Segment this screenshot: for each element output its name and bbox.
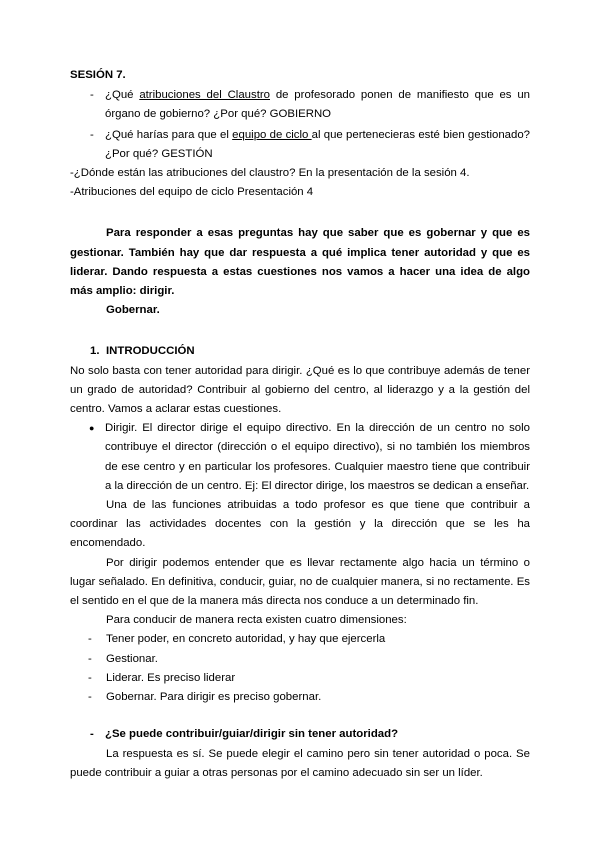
question-item (70, 126, 530, 164)
dash-marker: - (88, 652, 92, 665)
link-equipo-ciclo[interactable]: equipo de ciclo (232, 128, 312, 141)
document-page (70, 66, 530, 783)
dimension-item: - Gobernar. Para dirigir es preciso gobernar. (70, 688, 530, 707)
answer-paragraph: La respuesta es sí. Se puede elegir el camino pero sin tener autoridad o poca. Se puede contribuir a guiar a otras personas por el camino adecuado sin ser un líder. (70, 747, 530, 779)
question-text: ¿Qué harías para que el equipo de ciclo al que pertenecieras esté bien gestionado? ¿Por qué? GESTIÓN (105, 128, 530, 160)
dash-marker: - (88, 671, 92, 684)
bullet-text: Dirigir. El director dirige el equipo directivo. En la dirección de un centro no solo contribuye el director (dirección o el equipo directivo), si no también los miembros de ese centro y en particular los profesores. Cualquier maestro tiene que contribuir a la dirección de un centro. Ej: El director dirige, los maestros se dedican a enseñar. (105, 422, 530, 492)
bullet-marker: ● (89, 423, 95, 434)
link-atribuciones[interactable]: atribuciones del Claustro (139, 89, 270, 102)
question-item (70, 86, 530, 124)
session-title: SESIÓN 7. (70, 69, 126, 81)
intro-bold-paragraph: Para responder a esas preguntas hay que saber que es gobernar y que es gestionar. También hay que dar respuesta a qué implica tener autoridad y que es liderar. Dando respuesta a estas cuestiones nos vamos a hacer una idea de algo más amplio: dirigir. (70, 227, 530, 298)
dash-marker: - (90, 128, 94, 141)
intro-paragraph: No solo basta con tener autoridad para dirigir. ¿Qué es lo que contribuye además de tener un grado de autoridad? Contribuir al gobierno del centro, al liderazgo y a la gestión del centro. Vamos a aclarar estas cuestiones. (70, 364, 530, 416)
dimension-item: - Liderar. Es preciso liderar (70, 669, 530, 688)
paragraph-funciones: Una de las funciones atribuidas a todo profesor es que tiene que contribuir a coordinar las actividades docentes con la gestión y la dirección que se les ha encomendado. (70, 499, 530, 550)
paragraph-dirigir: Por dirigir podemos entender que es llevar rectamente algo hacia un término o lugar señalado. En definitiva, conducir, guiar, no de cualquier manera, si no rectamente. Es el sentido en el que de la manera más directa nos conduce a un determinado fin. (70, 556, 530, 608)
dash-marker: - (88, 633, 92, 646)
section-heading (70, 342, 530, 361)
section-number: 1. (90, 345, 100, 358)
bullet-item (70, 419, 530, 496)
question-text: ¿Qué atribuciones del Claustro de profesorado ponen de manifiesto que es un órgano de gobierno? ¿Por qué? GOBIERNO (105, 89, 530, 121)
note-line: -¿Dónde están las atribuciones del claustro? En la presentación de la sesión 4. (70, 167, 470, 180)
dash-marker: - (90, 728, 94, 741)
dash-marker: - (90, 89, 94, 102)
section-title: INTRODUCCIÓN (106, 345, 195, 358)
note-line: -Atribuciones del equipo de ciclo Presentación 4 (70, 186, 314, 199)
gobernar-label: Gobernar. (106, 304, 160, 317)
dimension-item: - Gestionar. (70, 650, 530, 669)
dimensions-intro: Para conducir de manera recta existen cuatro dimensiones: (106, 614, 407, 627)
dimension-item: - Tener poder, en concreto autoridad, y hay que ejercerla (70, 630, 530, 649)
question-heading: - ¿Se puede contribuir/guiar/dirigir sin tener autoridad? (70, 725, 530, 744)
dash-marker: - (88, 691, 92, 704)
